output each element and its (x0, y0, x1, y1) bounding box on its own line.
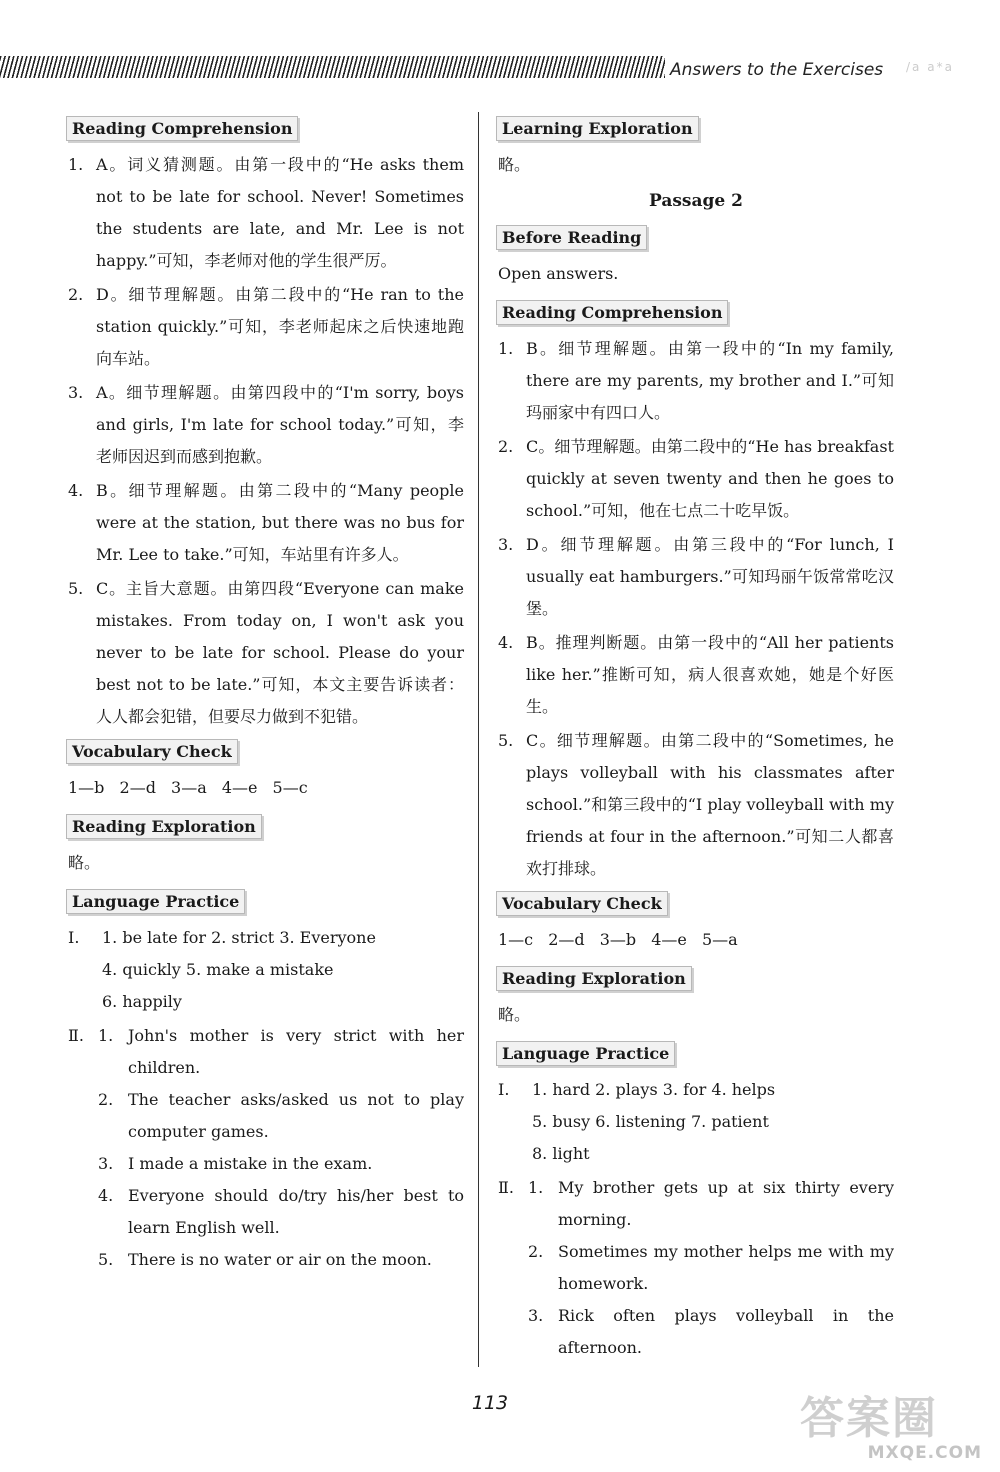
answer-number: 5. (498, 731, 514, 750)
sentence-number: 3. (98, 1154, 114, 1173)
language-practice-part-2 (68, 1020, 464, 1276)
section-heading-language-practice: Language Practice (66, 889, 245, 914)
sentence-answer (528, 1300, 894, 1364)
sentence-text: I made a mistake in the exam. (128, 1154, 373, 1173)
vocabulary-answers: 1—c 2—d 3—b 4—e 5—a (498, 930, 738, 949)
answer-number: 3. (68, 383, 84, 402)
watermark-logo (800, 1395, 990, 1467)
running-header-title: Answers to the Exercises (670, 60, 884, 80)
sentence-text: The teacher asks/asked us not to play computer games. (128, 1090, 464, 1141)
answer-text: C。细节理解题。由第二段中的“He has breakfast quickly at seven twenty and then he goes to school.”可知，他在七点二十吃早饭。 (526, 437, 894, 520)
answer-item (498, 529, 894, 625)
left-column (68, 112, 464, 1278)
answer-item (498, 333, 894, 429)
fill-in-line: 4. quickly 5. make a mistake (102, 960, 334, 979)
vocabulary-answers: 1—b 2—d 3—a 4—e 5—c (68, 778, 308, 797)
before-reading-answer: Open answers. (498, 264, 619, 283)
section-heading-reading-comprehension: Reading Comprehension (496, 300, 728, 325)
fill-in-line: 1. hard 2. plays 3. for 4. helps (532, 1080, 776, 1099)
answer-item (68, 377, 464, 473)
learning-exploration-answer: 略。 (498, 155, 531, 174)
sentence-text: There is no water or air on the moon. (128, 1250, 432, 1269)
sentence-answer (528, 1172, 894, 1236)
answer-text: B。细节理解题。由第二段中的“Many people were at the station, but there was no bus for Mr. Lee to take.”可知，车站里有许多人。 (96, 481, 464, 564)
part-numeral: Ⅰ. (498, 1080, 510, 1099)
sentence-number: 1. (528, 1178, 544, 1197)
answer-number: 5. (68, 579, 84, 598)
reading-exploration-answer: 略。 (498, 1005, 531, 1024)
section-heading-vocabulary-check: Vocabulary Check (66, 739, 238, 764)
sentence-answer (98, 1244, 464, 1276)
answer-text: D。细节理解题。由第二段中的“He ran to the station quickly.”可知，李老师起床之后快速地跑向车站。 (96, 285, 464, 368)
sentence-number: 4. (98, 1186, 114, 1205)
page-number: 113 (471, 1392, 509, 1414)
answer-item (68, 475, 464, 571)
part-numeral: Ⅱ. (68, 1026, 84, 1045)
section-heading-reading-exploration: Reading Exploration (66, 814, 262, 839)
sentence-answer (528, 1236, 894, 1300)
answer-item (498, 627, 894, 723)
language-practice-part-1 (498, 1074, 894, 1170)
answer-item (68, 279, 464, 375)
section-heading-vocabulary-check: Vocabulary Check (496, 891, 668, 916)
section-heading-language-practice: Language Practice (496, 1041, 675, 1066)
sentence-text: Everyone should do/try his/her best to learn English well. (128, 1186, 464, 1237)
answer-text: D。细节理解题。由第三段中的“For lunch, I usually eat hamburgers.”可知玛丽午饭常常吃汉堡。 (526, 535, 894, 618)
fill-in-line: 1. be late for 2. strict 3. Everyone (102, 928, 376, 947)
sentence-number: 2. (98, 1090, 114, 1109)
section-heading-reading-exploration: Reading Exploration (496, 966, 692, 991)
answer-item (68, 149, 464, 277)
passage-title: Passage 2 (649, 191, 743, 211)
watermark-chars: 答案圈 (800, 1393, 938, 1444)
answer-number: 2. (68, 285, 84, 304)
answer-text: B。细节理解题。由第一段中的“In my family, there are my parents, my brother and I.”可知玛丽家中有四口人。 (526, 339, 894, 422)
answer-item (498, 725, 894, 885)
sentence-answer (98, 1084, 464, 1148)
part-numeral: Ⅰ. (68, 928, 80, 947)
answer-item (498, 431, 894, 527)
sentence-answer (98, 1020, 464, 1084)
answer-number: 3. (498, 535, 514, 554)
section-heading-reading-comprehension: Reading Comprehension (66, 116, 298, 141)
answer-text: C。主旨大意题。由第四段“Everyone can make mistakes. From today on, I won't ask you never to be late for school. Please do your best not to be late.”可知，本文主要告诉读者：人人都会犯错，但要尽力做到不犯错。 (96, 579, 464, 726)
sentence-number: 1. (98, 1026, 114, 1045)
answer-number: 1. (68, 155, 84, 174)
header-rule (0, 56, 665, 78)
sentence-number: 5. (98, 1250, 114, 1269)
answer-number: 4. (68, 481, 84, 500)
running-header-fade: /a a*a (906, 60, 954, 74)
answer-text: B。推理判断题。由第一段中的“All her patients like her.”推断可知，病人很喜欢她，她是个好医生。 (526, 633, 894, 716)
fill-in-line: 8. light (532, 1144, 590, 1163)
sentence-answer (98, 1148, 464, 1180)
watermark-url: MXQE.COM (867, 1443, 982, 1463)
answer-text: A。细节理解题。由第四段中的“I'm sorry, boys and girls, I'm late for school today.”可知，李老师因迟到而感到抱歉。 (96, 383, 464, 466)
answer-text: A。词义猜测题。由第一段中的“He asks them not to be late for school. Never! Sometimes the students are late, and Mr. Lee is not happy.”可知，李老师对他的学生很严厉。 (96, 155, 464, 270)
answer-number: 4. (498, 633, 514, 652)
section-heading-before-reading: Before Reading (496, 225, 647, 250)
fill-in-line: 5. busy 6. listening 7. patient (532, 1112, 769, 1131)
reading-exploration-answer: 略。 (68, 853, 101, 872)
answer-text: C。细节理解题。由第二段中的“Sometimes, he plays volleyball with his classmates after school.”和第三段中的“I play volleyball with my friends at four in the afternoon.”可知二人都喜欢打排球。 (526, 731, 894, 878)
part-numeral: Ⅱ. (498, 1178, 514, 1197)
fill-in-line: 6. happily (102, 992, 182, 1011)
sentence-number: 2. (528, 1242, 544, 1261)
sentence-text: Rick often plays volleyball in the afternoon. (558, 1306, 894, 1357)
answer-number: 2. (498, 437, 514, 456)
column-divider (478, 112, 479, 1367)
sentence-answer (98, 1180, 464, 1244)
answer-item (68, 573, 464, 733)
sentence-number: 3. (528, 1306, 544, 1325)
right-column (498, 112, 894, 1366)
sentence-text: John's mother is very strict with her children. (128, 1026, 464, 1077)
sentence-text: My brother gets up at six thirty every morning. (558, 1178, 894, 1229)
language-practice-part-1 (68, 922, 464, 1018)
section-heading-learning-exploration: Learning Exploration (496, 116, 699, 141)
sentence-text: Sometimes my mother helps me with my homework. (558, 1242, 894, 1293)
answer-number: 1. (498, 339, 514, 358)
language-practice-part-2 (498, 1172, 894, 1364)
